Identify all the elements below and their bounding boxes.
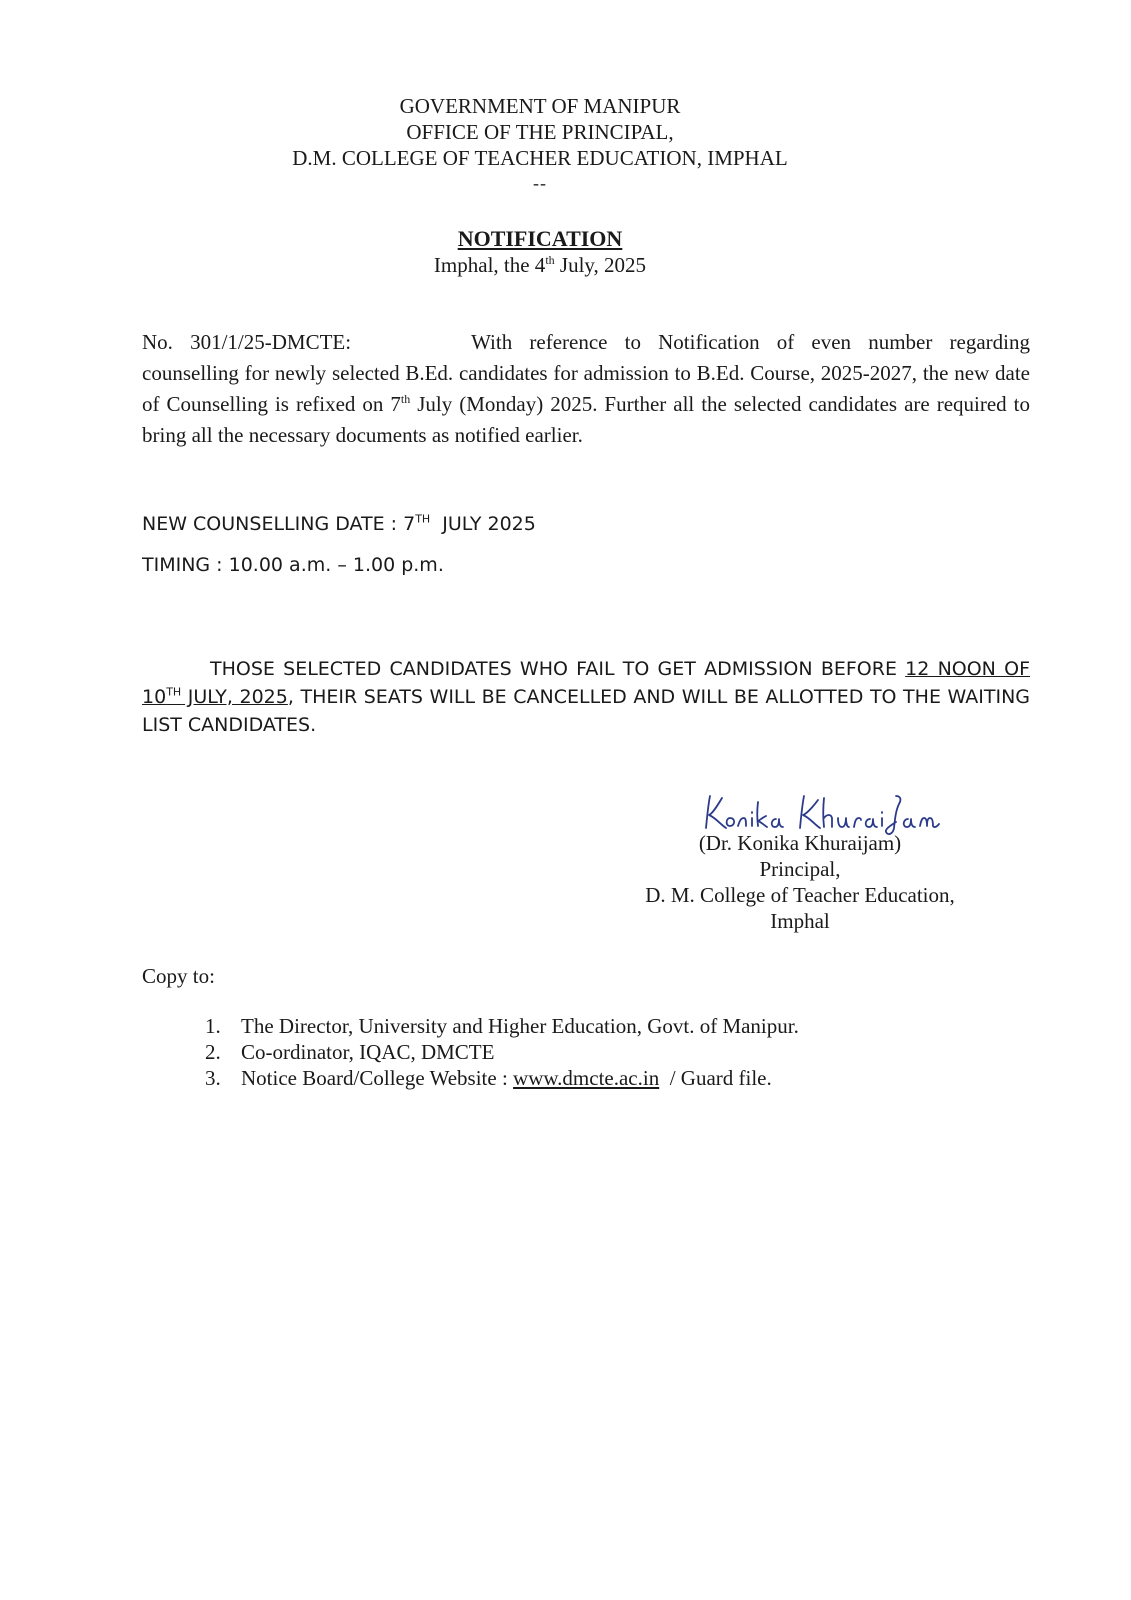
warning-deadline-sup: TH: [166, 685, 182, 699]
list-item-number: 1.: [205, 1014, 221, 1038]
reference-number: No. 301/1/25-DMCTE:: [142, 330, 352, 354]
list-item: [205, 1039, 799, 1065]
reference-text-2: July (Monday) 2025. Further all the selected candidates are required to bring all the necessary documents as notified earlier.: [142, 392, 1030, 447]
date-sup: th: [545, 253, 555, 267]
list-item-text: The Director, University and Higher Education, Govt. of Manipur.: [241, 1014, 799, 1038]
warning-text-2: , THEIR SEATS WILL BE CANCELLED AND WILL BE ALLOTTED TO THE WAITING LIST CANDIDATES.: [142, 686, 1031, 736]
letterhead-line-2: OFFICE OF THE PRINCIPAL,: [406, 120, 674, 144]
counselling-date-sup: TH: [415, 512, 431, 526]
warning-deadline-2: JULY, 2025: [181, 686, 288, 708]
date-suffix: July, 2025: [554, 253, 647, 277]
reference-text-1: With reference to Notification of even number regarding counselling for newly selected B.Ed. candidates for admission to B.Ed. Course, 2025-2027, the new date of Counselling is refixed on 7: [142, 330, 1030, 416]
reference-paragraph: [142, 327, 1030, 451]
letterhead-separator: --: [533, 173, 547, 193]
list-item-text: Co-ordinator, IQAC, DMCTE: [241, 1040, 495, 1064]
signatory-institution: D. M. College of Teacher Education,: [645, 883, 955, 907]
counselling-date-suffix: JULY 2025: [430, 513, 536, 535]
list-item: [205, 1013, 799, 1039]
list-item-text: Notice Board/College Website :: [241, 1066, 514, 1090]
list-item-text-suffix: / Guard file.: [659, 1066, 772, 1090]
date-prefix: Imphal, the 4: [433, 253, 546, 277]
notification-date: [0, 252, 1080, 278]
copy-to-label: Copy to:: [142, 964, 215, 988]
warning-deadline-1: 12 NOON OF 10: [142, 658, 1030, 708]
signatory-designation: Principal,: [759, 857, 841, 881]
notification-heading: [0, 226, 1080, 278]
counselling-timing: TIMING : 10.00 a.m. – 1.00 p.m.: [142, 554, 444, 576]
new-counselling-date: [142, 511, 536, 537]
warning-paragraph: [142, 655, 1030, 739]
list-item: [205, 1065, 799, 1091]
letterhead-line-3: D.M. COLLEGE OF TEACHER EDUCATION, IMPHAL: [292, 146, 788, 170]
signatory-city: Imphal: [770, 909, 830, 933]
college-website-link[interactable]: www.dmcte.ac.in: [513, 1066, 660, 1090]
signatory-name: (Dr. Konika Khuraijam): [698, 831, 902, 855]
copy-to-list: [205, 1013, 799, 1091]
counselling-date-prefix: NEW COUNSELLING DATE : 7: [142, 513, 416, 535]
signature-image: [700, 788, 960, 836]
notification-title: NOTIFICATION: [457, 226, 623, 251]
list-item-number: 3.: [205, 1066, 221, 1090]
warning-text-1: THOSE SELECTED CANDIDATES WHO FAIL TO GET ADMISSION BEFORE: [210, 658, 906, 680]
list-item-number: 2.: [205, 1040, 221, 1064]
reference-sup: th: [400, 392, 411, 406]
letterhead-line-1: GOVERNMENT OF MANIPUR: [399, 94, 681, 118]
signatory-block: [630, 830, 970, 934]
letterhead: [0, 93, 1080, 193]
